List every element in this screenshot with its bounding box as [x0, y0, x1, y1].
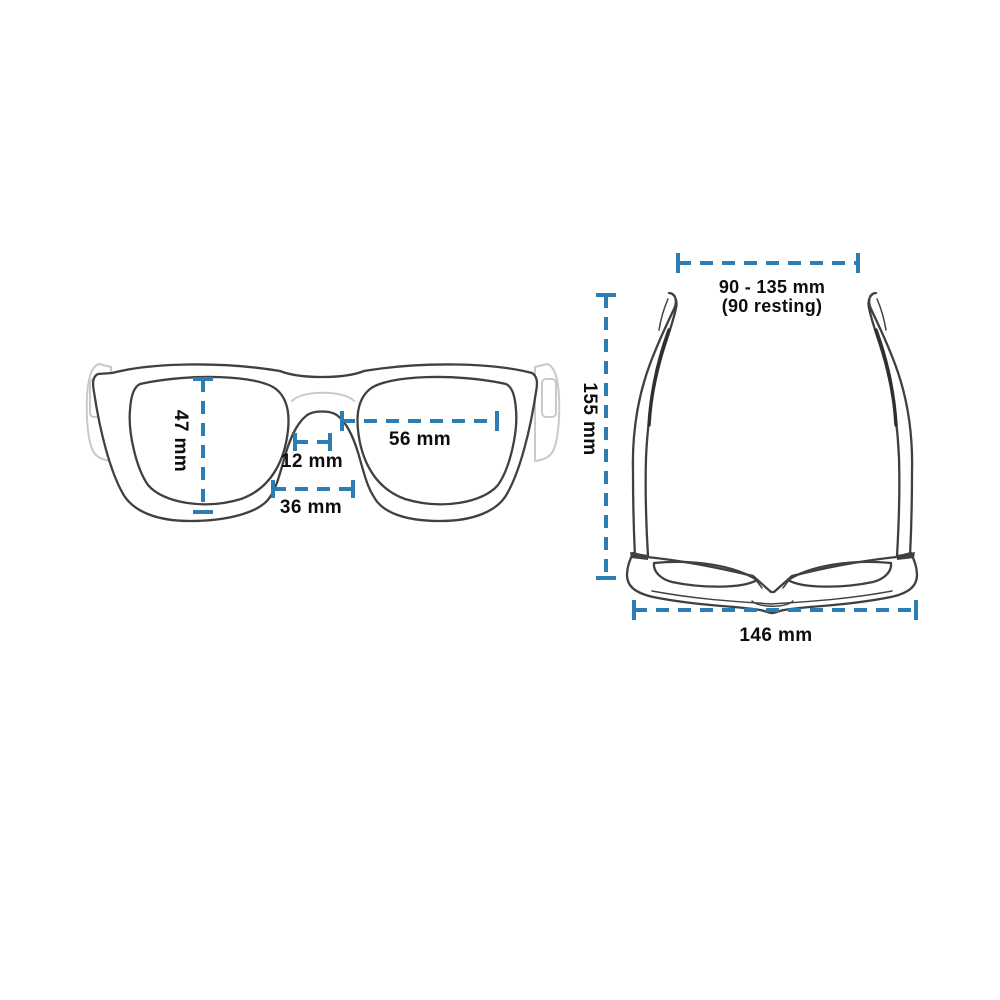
dim-temple-opening-line: [678, 253, 858, 273]
frame-width-label: 146 mm: [739, 625, 813, 646]
temple-opening-value: 90 - 135 mm: [718, 277, 826, 297]
bridge-width-label: 12 mm: [280, 451, 344, 472]
front-endpiece-right: [535, 364, 559, 461]
sunglasses-top-view: [627, 293, 917, 613]
dim-nose-width-line: [273, 480, 353, 498]
temple-opening-note: (90 resting): [721, 296, 823, 316]
dim-bridge-width-line: [295, 433, 330, 451]
nose-width-label: 36 mm: [279, 497, 343, 518]
lens-width-label: 56 mm: [388, 429, 452, 450]
temple-opening-label: [719, 278, 825, 316]
top-temple-right: [868, 293, 912, 556]
top-temple-left: [633, 293, 677, 556]
lens-height-label: 47 mm: [170, 409, 191, 473]
temple-length-label: 155 mm: [579, 382, 600, 456]
